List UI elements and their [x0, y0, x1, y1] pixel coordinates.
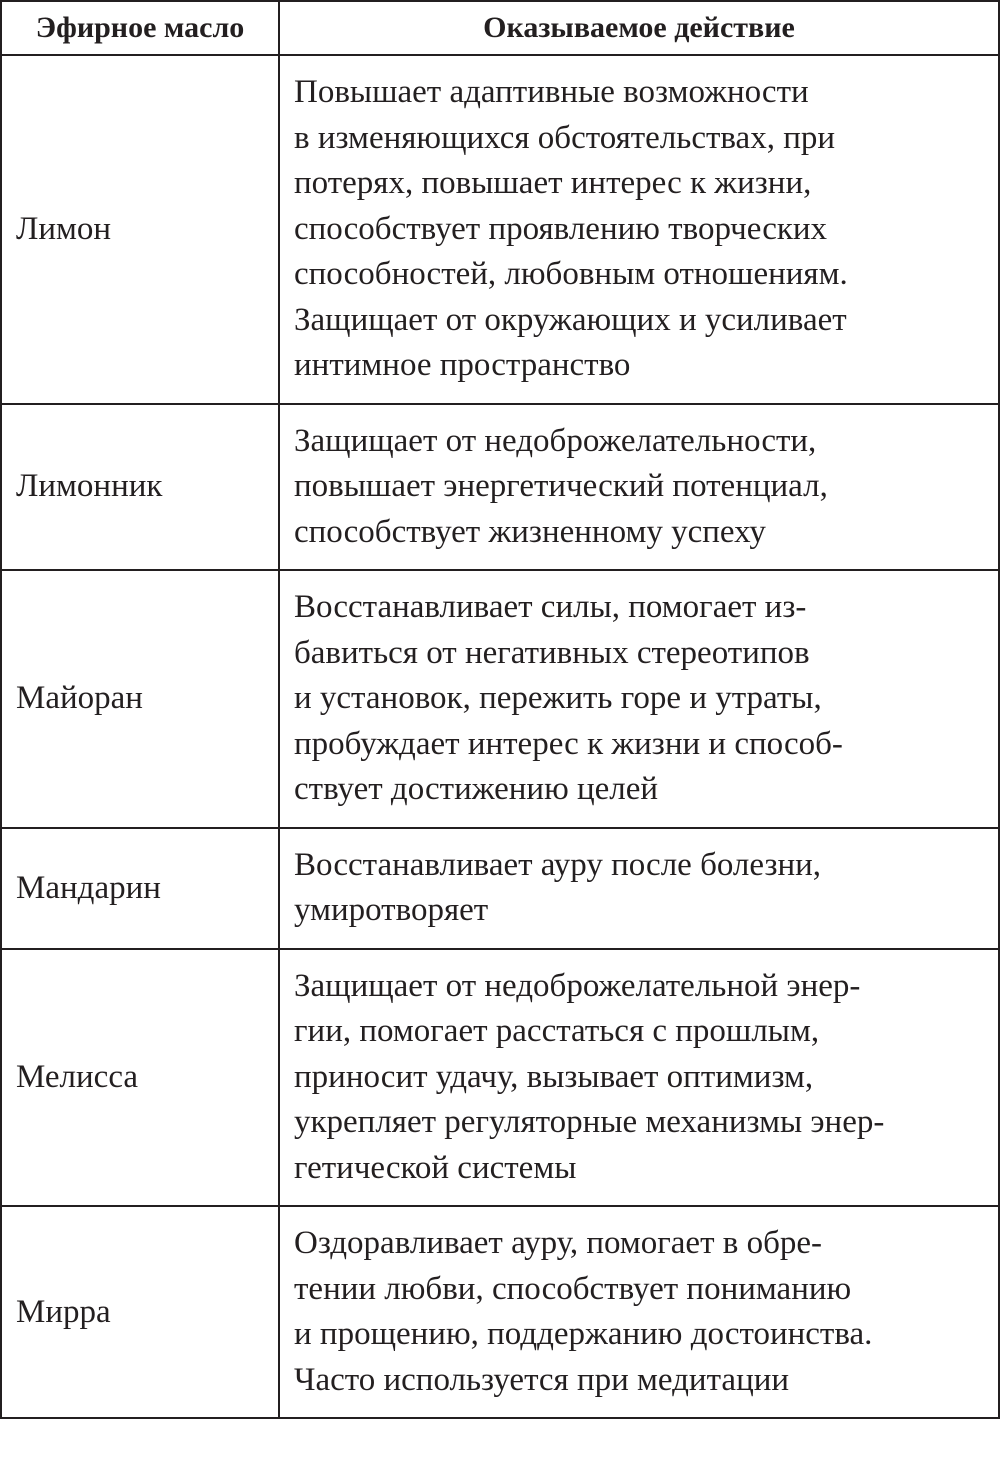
effect-line: укрепляет регуляторные механизмы энер- [294, 1104, 885, 1140]
table-row [1, 404, 999, 571]
effect-line: бавиться от негативных стереотипов [294, 634, 810, 671]
effect-line: тении любви, способствует пониманию [294, 1270, 852, 1307]
oil-effect [279, 570, 999, 828]
effect-line: Защищает от недоброжелательности, [294, 422, 817, 459]
table-row [1, 1206, 999, 1418]
effect-line: Повышает адаптивные возможности [294, 74, 809, 110]
effect-line: повышает энергетический потенциал, [294, 468, 828, 504]
oil-name: Мелисса [1, 949, 279, 1207]
effect-line: Оздоравливает ауру, помогает в обре- [294, 1225, 822, 1261]
header-effect: Оказываемое действие [279, 1, 999, 55]
oil-name: Мирра [1, 1206, 279, 1418]
effect-line: и прощению, поддержанию достоинства. [294, 1316, 873, 1352]
effect-line: интимное пространство [294, 347, 631, 383]
oil-effect [279, 949, 999, 1207]
table-header-row [1, 1, 999, 55]
table-row [1, 828, 999, 949]
oil-name: Мандарин [1, 828, 279, 949]
effect-line: Восстанавливает ауру после болезни, [294, 846, 822, 883]
effect-line: способностей, любовным отношениям. [294, 256, 848, 292]
effect-line: пробуждает интерес к жизни и способ- [294, 725, 843, 762]
table-row [1, 570, 999, 828]
oil-name: Майоран [1, 570, 279, 828]
oil-name: Лимон [1, 55, 279, 404]
oil-effect [279, 1206, 999, 1418]
effect-line: потерях, повышает интерес к жизни, [294, 165, 812, 201]
oil-effect [279, 55, 999, 404]
effect-line: гетической системы [294, 1149, 577, 1186]
effect-line: способствует проявлению творческих [294, 210, 828, 247]
effect-line: Часто используется при медитации [294, 1361, 790, 1398]
oil-name: Лимонник [1, 404, 279, 571]
effect-line: Восстанавливает силы, помогает из- [294, 589, 807, 625]
effect-line: умиротворяет [294, 892, 489, 928]
effect-line: Защищает от окружающих и усиливает [294, 301, 847, 338]
header-oil: Эфирное масло [1, 1, 279, 55]
effect-line: ствует достижению целей [294, 771, 659, 807]
effect-line: приносит удачу, вызывает оптимизм, [294, 1058, 814, 1095]
table-row [1, 949, 999, 1207]
oil-effect [279, 828, 999, 949]
effect-line: и установок, пережить горе и утраты, [294, 680, 822, 716]
oil-effect [279, 404, 999, 571]
effect-line: в изменяющихся обстоятельствах, при [294, 119, 836, 156]
effect-line: гии, помогает расстаться с прошлым, [294, 1013, 820, 1049]
effect-line: Защищает от недоброжелательной энер- [294, 967, 861, 1004]
effect-line: способствует жизненному успеху [294, 513, 766, 550]
table-row [1, 55, 999, 404]
